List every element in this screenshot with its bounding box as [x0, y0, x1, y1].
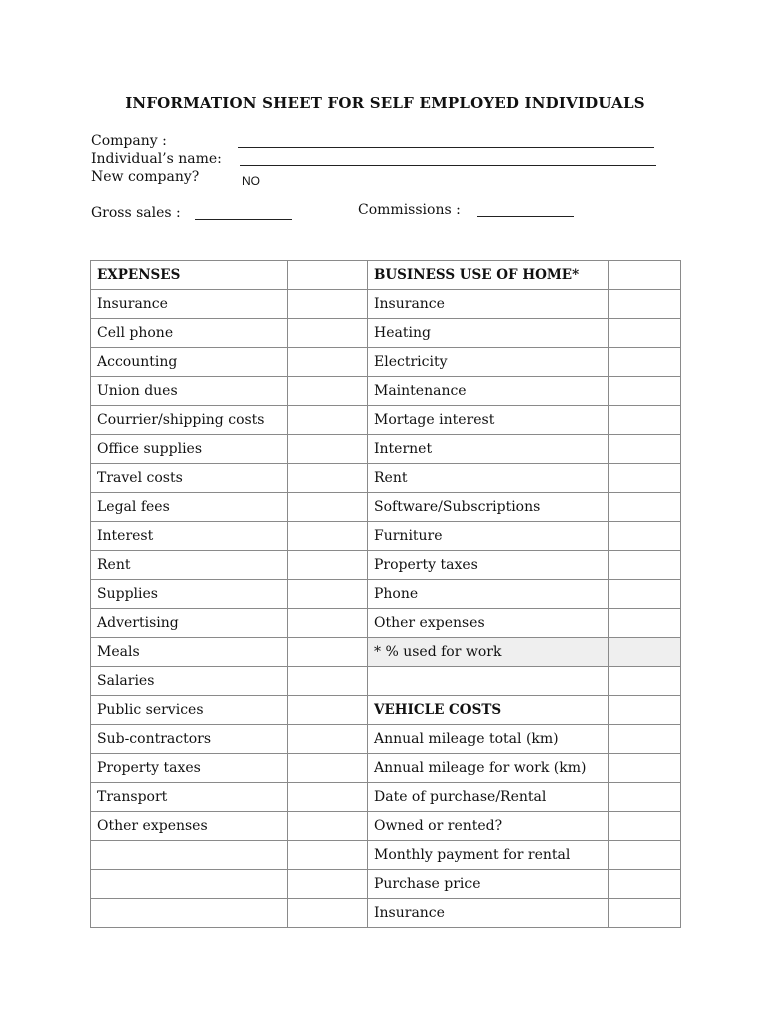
table-row — [91, 667, 681, 696]
table-cell-label: Property taxes — [368, 551, 609, 580]
table-cell-amount[interactable] — [288, 667, 368, 696]
table-row — [91, 609, 681, 638]
table-cell-amount[interactable] — [609, 580, 681, 609]
table-cell-amount[interactable] — [288, 406, 368, 435]
table-cell-amount[interactable] — [609, 261, 681, 290]
table-cell-label: Phone — [368, 580, 609, 609]
table-row — [91, 841, 681, 870]
table-cell-amount[interactable] — [609, 754, 681, 783]
table-cell-amount[interactable] — [288, 522, 368, 551]
table-cell-label: Owned or rented? — [368, 812, 609, 841]
table-row — [91, 551, 681, 580]
table-cell-amount[interactable] — [288, 696, 368, 725]
table-cell-label: Meals — [91, 638, 288, 667]
table-row — [91, 290, 681, 319]
gross-sales-field[interactable] — [195, 219, 292, 220]
table-cell-label: Rent — [368, 464, 609, 493]
table-cell-amount[interactable] — [288, 841, 368, 870]
table-cell-label: Accounting — [91, 348, 288, 377]
table-cell-amount[interactable] — [609, 638, 681, 667]
table-cell-amount[interactable] — [288, 435, 368, 464]
table-cell-label: Public services — [91, 696, 288, 725]
table-cell-label: Courrier/shipping costs — [91, 406, 288, 435]
commissions-label: Commissions : — [358, 202, 461, 218]
table-cell-label: Supplies — [91, 580, 288, 609]
table-cell-amount[interactable] — [609, 899, 681, 928]
table-cell-amount[interactable] — [609, 870, 681, 899]
table-row — [91, 377, 681, 406]
table-cell-amount[interactable] — [609, 406, 681, 435]
table-cell-amount[interactable] — [609, 609, 681, 638]
table-row — [91, 783, 681, 812]
table-cell-label: Other expenses — [368, 609, 609, 638]
table-row — [91, 870, 681, 899]
table-cell-label: Heating — [368, 319, 609, 348]
page-title: INFORMATION SHEET FOR SELF EMPLOYED INDIVIDUALS — [125, 94, 645, 112]
table-cell-label: BUSINESS USE OF HOME* — [368, 261, 609, 290]
table-cell-label — [368, 667, 609, 696]
table-row — [91, 725, 681, 754]
table-cell-label: Electricity — [368, 348, 609, 377]
new-company-value[interactable]: NO — [242, 174, 260, 188]
table-cell-label: Internet — [368, 435, 609, 464]
table-cell-amount[interactable] — [609, 377, 681, 406]
table-cell-label: Annual mileage for work (km) — [368, 754, 609, 783]
table-cell-amount[interactable] — [288, 551, 368, 580]
table-cell-amount[interactable] — [609, 725, 681, 754]
table-cell-amount[interactable] — [609, 290, 681, 319]
new-company-label: New company? — [91, 169, 200, 185]
table-row — [91, 522, 681, 551]
table-cell-label: Rent — [91, 551, 288, 580]
table-cell-label: VEHICLE COSTS — [368, 696, 609, 725]
individual-name-label: Individual’s name: — [91, 151, 222, 167]
table-cell-amount[interactable] — [288, 290, 368, 319]
company-label: Company : — [91, 133, 167, 149]
table-row — [91, 812, 681, 841]
table-cell-amount[interactable] — [288, 812, 368, 841]
table-row — [91, 754, 681, 783]
table-cell-amount[interactable] — [609, 551, 681, 580]
table-cell-label: Transport — [91, 783, 288, 812]
table-cell-label — [91, 899, 288, 928]
table-cell-label: Software/Subscriptions — [368, 493, 609, 522]
table-cell-label: Sub-contractors — [91, 725, 288, 754]
table-cell-amount[interactable] — [288, 754, 368, 783]
table-cell-label: Interest — [91, 522, 288, 551]
table-cell-amount[interactable] — [288, 725, 368, 754]
table-cell-label: Maintenance — [368, 377, 609, 406]
table-row — [91, 319, 681, 348]
table-cell-label: Other expenses — [91, 812, 288, 841]
company-field[interactable] — [238, 147, 654, 148]
table-cell-amount[interactable] — [609, 783, 681, 812]
gross-sales-label: Gross sales : — [91, 205, 181, 221]
table-row — [91, 261, 681, 290]
table-cell-amount[interactable] — [288, 464, 368, 493]
table-cell-amount[interactable] — [609, 493, 681, 522]
table-cell-label: Salaries — [91, 667, 288, 696]
table-cell-label: Purchase price — [368, 870, 609, 899]
table-row — [91, 406, 681, 435]
table-cell-amount[interactable] — [609, 667, 681, 696]
table-row — [91, 899, 681, 928]
table-cell-amount[interactable] — [609, 348, 681, 377]
table-cell-amount[interactable] — [288, 870, 368, 899]
table-cell-label: Legal fees — [91, 493, 288, 522]
table-row — [91, 464, 681, 493]
table-cell-amount[interactable] — [609, 812, 681, 841]
table-row — [91, 348, 681, 377]
table-cell-label: Property taxes — [91, 754, 288, 783]
table-cell-label: Furniture — [368, 522, 609, 551]
commissions-field[interactable] — [477, 216, 574, 217]
table-cell-amount[interactable] — [609, 464, 681, 493]
table-cell-amount[interactable] — [609, 319, 681, 348]
expenses-table — [90, 260, 681, 928]
table-cell-label: * % used for work — [368, 638, 609, 667]
table-cell-label: Travel costs — [91, 464, 288, 493]
table-cell-label: Advertising — [91, 609, 288, 638]
table-cell-label: Insurance — [91, 290, 288, 319]
table-cell-label: Insurance — [368, 290, 609, 319]
table-cell-amount[interactable] — [609, 841, 681, 870]
individual-name-field[interactable] — [240, 165, 656, 166]
table-cell-amount[interactable] — [288, 377, 368, 406]
table-cell-label: Annual mileage total (km) — [368, 725, 609, 754]
table-row — [91, 696, 681, 725]
table-cell-label: Office supplies — [91, 435, 288, 464]
table-cell-label: Date of purchase/Rental — [368, 783, 609, 812]
table-cell-amount[interactable] — [288, 899, 368, 928]
table-row — [91, 638, 681, 667]
table-cell-amount[interactable] — [288, 348, 368, 377]
table-cell-amount[interactable] — [609, 696, 681, 725]
table-row — [91, 493, 681, 522]
table-cell-label: Insurance — [368, 899, 609, 928]
table-cell-label — [91, 870, 288, 899]
table-cell-amount[interactable] — [288, 319, 368, 348]
table-cell-label: EXPENSES — [91, 261, 288, 290]
table-cell-label: Mortage interest — [368, 406, 609, 435]
table-cell-label: Union dues — [91, 377, 288, 406]
table-cell-amount[interactable] — [288, 609, 368, 638]
table-cell-amount[interactable] — [288, 580, 368, 609]
table-cell-label: Monthly payment for rental — [368, 841, 609, 870]
table-cell-amount[interactable] — [288, 638, 368, 667]
table-cell-label — [91, 841, 288, 870]
table-cell-amount[interactable] — [609, 522, 681, 551]
table-row — [91, 435, 681, 464]
table-cell-amount[interactable] — [288, 493, 368, 522]
table-cell-amount[interactable] — [609, 435, 681, 464]
table-cell-label: Cell phone — [91, 319, 288, 348]
table-cell-amount[interactable] — [288, 261, 368, 290]
table-cell-amount[interactable] — [288, 783, 368, 812]
table-row — [91, 580, 681, 609]
